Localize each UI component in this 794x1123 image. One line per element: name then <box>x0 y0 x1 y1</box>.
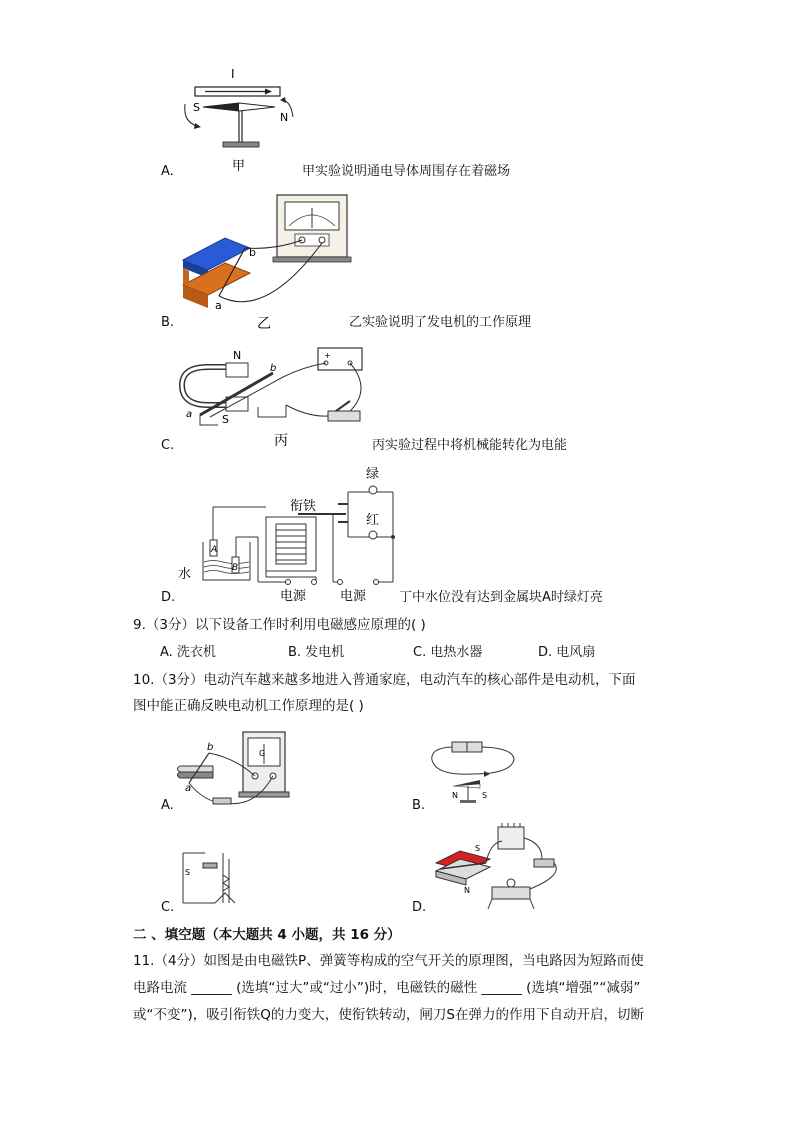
armature-label: 衔铁 <box>290 499 317 514</box>
green-lamp-label: 绿 <box>366 467 380 482</box>
n-label: N <box>464 886 470 895</box>
q9-choice-c: C. 电热水器 <box>413 645 483 660</box>
q10-stem-line2: 图中能正确反映电动机工作原理的是( ) <box>133 698 364 714</box>
q11-line2: 电路电流 ______ (选填“过大”或“过小”)时，电磁铁的磁性 ______ (选填“增强”“减弱” <box>133 980 641 996</box>
s-pole-label: S <box>193 101 200 114</box>
q9-stem: 9.（3分）以下设备工作时利用电磁感应原理的( ) <box>133 617 426 633</box>
q9-choice-a: A. 洗衣机 <box>160 645 216 660</box>
b-label: b <box>249 246 256 259</box>
option-c-text: 丙实验过程中将机械能转化为电能 <box>372 438 568 453</box>
figure-jia <box>175 62 305 172</box>
q10-choice-c: C. <box>161 900 175 915</box>
q11-line3: 或“不变”)，吸引衔铁Q的力变大，使衔铁转动，闸刀S在弹力的作用下自动开启，切断 <box>133 1007 644 1023</box>
metal-b-label: B <box>232 563 239 573</box>
s-label: S <box>222 413 229 426</box>
figure-label-jia: 甲 <box>232 159 246 172</box>
power-label-1: 电源 <box>280 589 307 602</box>
option-a-text: 甲实验说明通电导体周围存在着磁场 <box>302 164 511 179</box>
q10-figure-b <box>428 738 518 808</box>
s-label: S <box>185 868 191 877</box>
figure-ding <box>178 462 403 602</box>
figure-bing <box>178 345 378 450</box>
option-d-letter: D. <box>161 590 176 605</box>
q10-choice-d: D. <box>412 900 427 915</box>
n-pole-label: N <box>280 111 289 124</box>
q11-line1: 11.（4分）如图是由电磁铁P、弹簧等构成的空气开关的原理图，当电路因为短路而使 <box>133 953 644 969</box>
water-label: 水 <box>178 567 192 582</box>
section-2-title: 二 、填空题（本大题共 4 小题，共 16 分） <box>133 927 401 943</box>
q10-stem-line1: 10.（3分）电动汽车越来越多地进入普通家庭，电动汽车的核心部件是电动机，下面 <box>133 672 636 688</box>
figure-label-yi: 乙 <box>257 316 271 330</box>
metal-a-label: A <box>211 545 218 555</box>
red-lamp-label: 红 <box>366 513 380 528</box>
figure-label-bing: 丙 <box>274 433 288 449</box>
s-label: S <box>475 844 481 853</box>
a-label: a <box>215 299 222 312</box>
power-label-2: 电源 <box>340 589 367 602</box>
q9-choice-b: B. 发电机 <box>288 645 345 660</box>
option-b-text: 乙实验说明了发电机的工作原理 <box>349 315 532 330</box>
a-label: a <box>185 783 192 794</box>
n-label: N <box>233 349 242 362</box>
q10-choice-b: B. <box>412 798 426 813</box>
q10-figure-d <box>430 823 570 913</box>
b-label: b <box>207 742 214 753</box>
svg-text:G: G <box>259 749 266 758</box>
option-b-letter: B. <box>161 315 175 330</box>
b-label: b <box>270 363 277 374</box>
q10-choice-a: A. <box>161 798 174 813</box>
n-label: N <box>452 791 458 800</box>
s-label: S <box>482 791 488 800</box>
option-c-letter: C. <box>161 438 175 453</box>
current-label: I <box>231 67 235 81</box>
q10-figure-c <box>175 845 245 910</box>
option-d-text: 丁中水位没有达到金属块A时绿灯亮 <box>399 590 603 605</box>
svg-text:+: + <box>324 351 331 360</box>
figure-yi <box>175 190 355 330</box>
q10-figure-a <box>175 728 295 813</box>
a-label: a <box>186 409 193 420</box>
q9-choice-d: D. 电风扇 <box>538 645 596 660</box>
option-a-letter: A. <box>161 164 174 179</box>
